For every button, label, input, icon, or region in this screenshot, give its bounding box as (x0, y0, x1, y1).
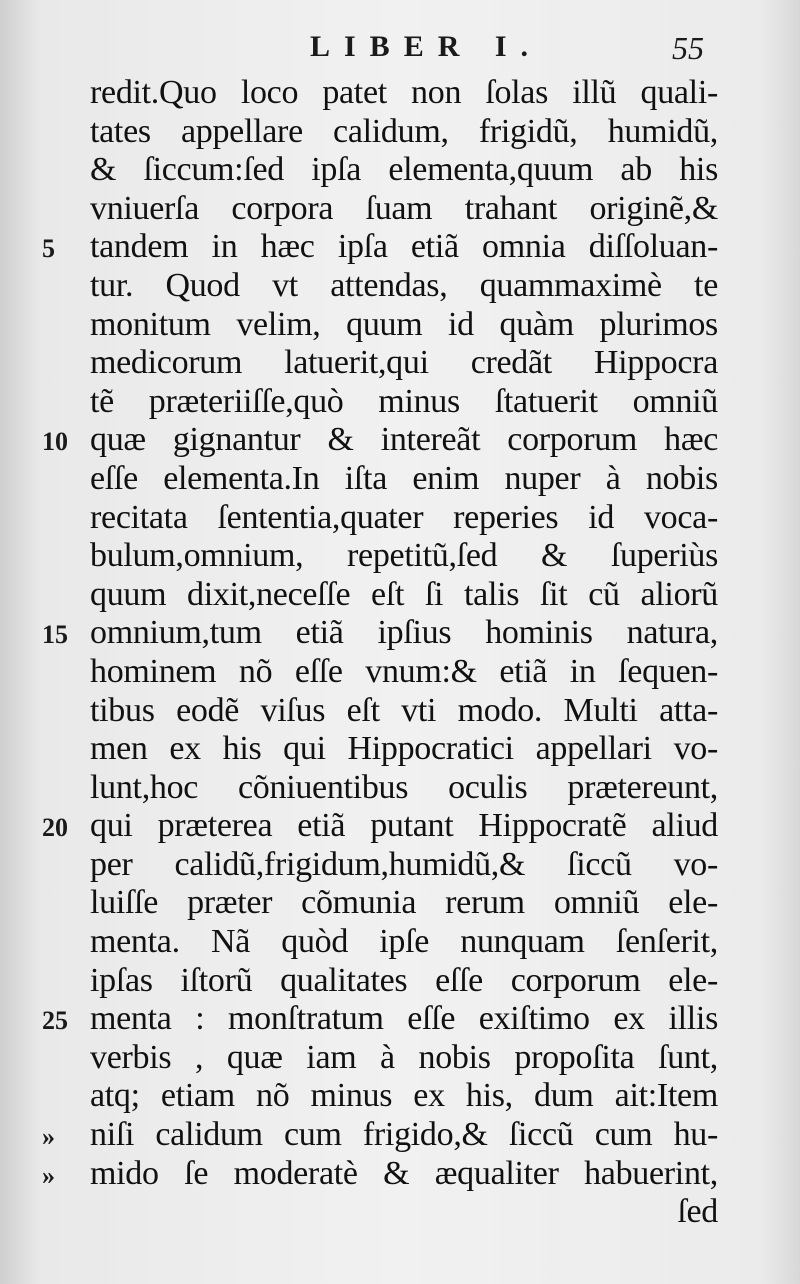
text-line: tates appellare calidum, frigidũ, humidũ, (90, 112, 718, 150)
text-line: menta. Nã quòd ipſe nunquam ſenſerit, (90, 923, 718, 961)
line-number-margin (0, 0, 90, 1284)
text-line: tibus eodẽ viſus eſt vti modo. Multi atta- (90, 691, 718, 729)
text-line: lunt,hoc cõniuentibus oculis prætereunt, (90, 768, 718, 806)
running-head-title: LIBER I. (310, 30, 543, 63)
text-line: recitata ſententia,quater reperies id voca- (90, 498, 718, 536)
body-text (90, 74, 718, 1232)
text-line: bulum,omnium, repetitũ,ſed & ſuperiùs (90, 537, 718, 575)
text-line: monitum velim, quum id quàm plurimos (90, 305, 718, 343)
margin-line-number: 10 (42, 427, 68, 457)
margin-line-number: » (42, 1160, 55, 1190)
margin-line-number: 20 (42, 813, 68, 843)
text-line: men ex his qui Hippocratici appellari vo- (90, 730, 718, 768)
running-head (0, 30, 800, 70)
text-line: tur. Quod vt attendas, quammaximè te (90, 266, 718, 304)
text-line: hominem nõ eſſe vnum:& etiã in ſequen- (90, 652, 718, 690)
text-line: tẽ præteriiſſe,quò minus ſtatuerit omniũ (90, 382, 718, 420)
text-line: omnium,tum etiã ipſius hominis natura, (90, 614, 718, 652)
margin-line-number: 25 (42, 1006, 68, 1036)
text-line: atq; etiam nõ minus ex his, dum ait:Item (90, 1077, 718, 1115)
margin-line-number: 5 (42, 234, 55, 264)
text-line: niſi calidum cum frigido,& ſiccũ cum hu- (90, 1116, 718, 1154)
page-number: 55 (672, 30, 704, 66)
text-line: menta : monſtratum eſſe exiſtimo ex illis (90, 1000, 718, 1038)
text-line: quum dixit,neceſſe eſt ſi talis ſit cũ aliorũ (90, 575, 718, 613)
margin-line-number: 15 (42, 620, 68, 650)
text-line: ſed (677, 1193, 718, 1231)
text-line: vniuerſa corpora ſuam trahant originẽ,& (90, 189, 718, 227)
text-line: ipſas iſtorũ qualitates eſſe corporum ele- (90, 961, 718, 999)
text-line: verbis , quæ iam à nobis propoſita ſunt, (90, 1038, 718, 1076)
text-line: redit.Quo loco patet non ſolas illũ quali- (90, 74, 718, 111)
text-line: quæ gignantur & intereãt corporum hæc (90, 421, 718, 459)
margin-line-number: » (42, 1122, 55, 1152)
text-line: medicorum latuerit,qui credãt Hippocra (90, 344, 718, 382)
text-line: luiſſe præter cõmunia rerum omniũ ele- (90, 884, 718, 922)
text-line: mido ſe moderatè & æqualiter habuerint, (90, 1154, 718, 1192)
text-line: & ſiccum:ſed ipſa elementa,quum ab his (90, 151, 718, 189)
text-line: per calidũ,frigidum,humidũ,& ſiccũ vo- (90, 845, 718, 883)
text-line: eſſe elementa.In iſta enim nuper à nobis (90, 459, 718, 497)
text-line: tandem in hæc ipſa etiã omnia diſſoluan- (90, 228, 718, 266)
text-line: qui præterea etiã putant Hippocratẽ aliud (90, 807, 718, 845)
